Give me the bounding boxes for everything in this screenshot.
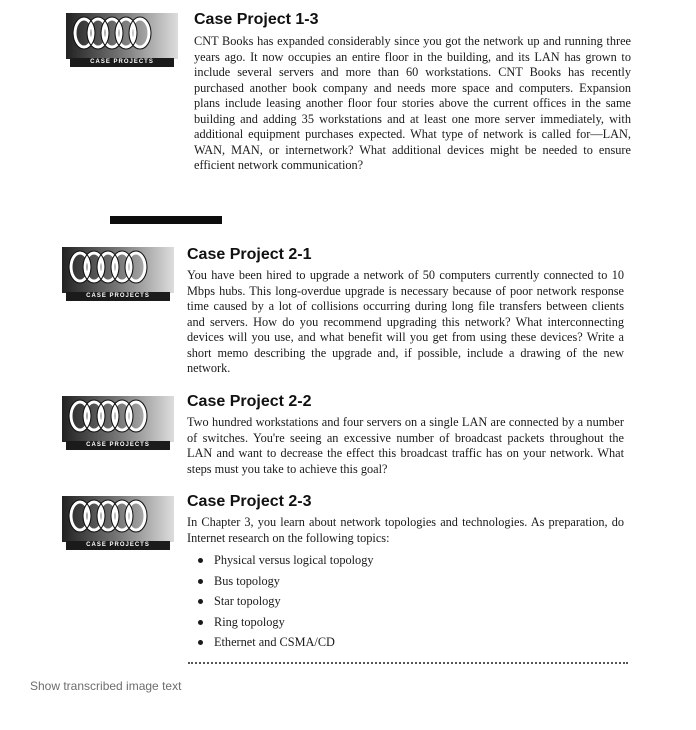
case-projects-badge <box>62 247 174 303</box>
case-projects-badge <box>62 396 174 452</box>
project-title: Case Project 2-3 <box>187 493 312 510</box>
section-divider <box>110 216 222 224</box>
badge-label: CASE PROJECTS <box>70 58 174 67</box>
case-projects-badge <box>66 13 178 69</box>
project-body: CNT Books has expanded considerably since you got the network up and running three years ago. It now occupies an entire floor in the building, and its LAN has grown to include several servers and more than 60 workstations. CNT Books has recently purchased another book company and needs more space and computers. Expansion plans include leasing another floor four stories above the current offices in the same building and adding 35 workstations and at least one more server immediately, with additional equipment purchases expected. What type of network is called for—LAN, WAN, MAN, or internetwork? What additional devices might be needed to ensure efficient network communication? <box>194 34 631 172</box>
list-item: Physical versus logical topology <box>187 550 624 571</box>
project-title: Case Project 2-2 <box>187 393 312 410</box>
list-item: Bus topology <box>187 571 624 592</box>
case-projects-badge <box>62 496 174 552</box>
project-body: Two hundred workstations and four servers on a single LAN are connected by a number of switches. You're seeing an excessive number of broadcast packets throughout the LAN and want to decrease the effect this broadcast traffic has on your network. What steps must you take to achieve this goal? <box>187 415 624 476</box>
list-item: Star topology <box>187 591 624 612</box>
project-body: You have been hired to upgrade a network of 50 computers currently connected to 10 Mbps hubs. This long-overdue upgrade is necessary because of poor network response time caused by a lot of collisions occurring during long file transfers between clients and servers. How do you recommend upgrading this network? What interconnecting devices will you use, and what benefit will you get from using these devices? Write a short memo describing the upgrade and, if possible, include a drawing of the new network. <box>187 268 624 375</box>
show-transcribed-link[interactable]: Show transcribed image text <box>30 679 182 693</box>
project-title: Case Project 2-1 <box>187 246 312 263</box>
badge-label: CASE PROJECTS <box>66 541 170 550</box>
project-title: Case Project 1-3 <box>194 11 319 28</box>
list-item: Ethernet and CSMA/CD <box>187 632 624 653</box>
badge-label: CASE PROJECTS <box>66 441 170 450</box>
badge-label: CASE PROJECTS <box>66 292 170 301</box>
cut-off-text-line <box>188 662 628 666</box>
topic-list <box>187 550 624 653</box>
project-body: In Chapter 3, you learn about network topologies and technologies. As preparation, do Internet research on the following topics: <box>187 515 624 545</box>
list-item: Ring topology <box>187 612 624 633</box>
